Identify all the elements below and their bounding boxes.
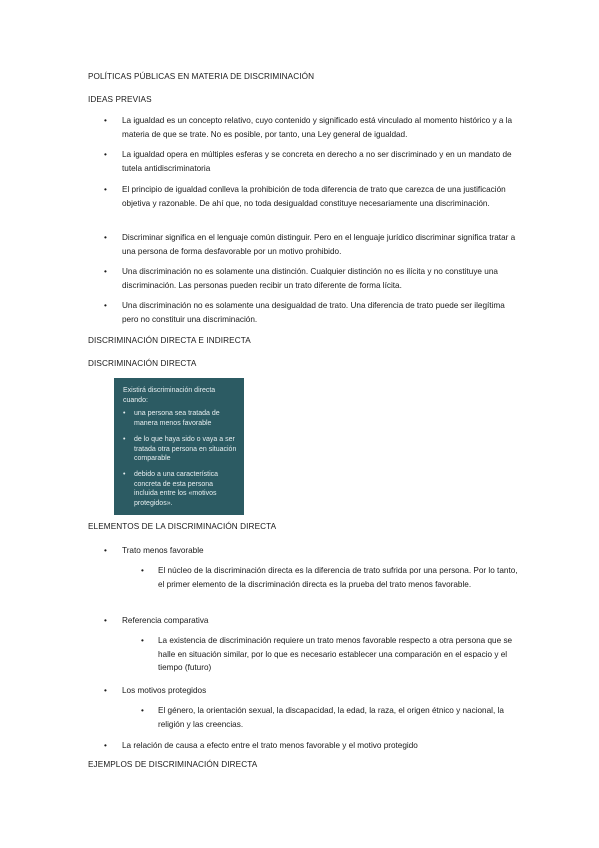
definition-intro: Existirá discriminación directa cuando: [123,387,216,404]
elements-heading: ELEMENTOS DE LA DISCRIMINACIÓN DIRECTA [88,522,277,531]
idea-text: Discriminar significa en el lenguaje común distinguir. Pero en el lenguaje jurídico discriminar significa tratar a una persona de forma desfavorable por un motivo prohibido. [122,233,516,256]
bullet-icon: • [123,436,126,443]
idea-text: La igualdad opera en múltiples esferas y se concreta en derecho a no ser discriminado y en un mandato de tutela antidiscriminatoria [122,150,512,173]
bullet-icon: • [104,116,107,125]
examples-heading: EJEMPLOS DE DISCRIMINACIÓN DIRECTA [88,760,258,769]
bullet-icon: • [141,636,144,645]
definition-item-text: debido a una característica concreta de esta persona incluida entre los «motivos protegidos». [134,471,219,507]
bullet-icon: • [104,741,107,750]
element-detail: El núcleo de la discriminación directa es la diferencia de trato sufrida por una persona. Por lo tanto, el primer elemento de la discriminación directa es la prueba del trato menos favorable. [158,566,518,589]
bullet-icon: • [104,150,107,159]
bullet-icon: • [104,267,107,276]
bullet-icon: • [104,185,107,194]
bullet-icon: • [104,546,107,555]
ideas-heading: IDEAS PREVIAS [88,95,152,104]
bullet-icon: • [123,410,126,417]
element-detail: La existencia de discriminación requiere un trato menos favorable respecto a otra persona que se halle en situación similar, por lo que es necesario establecer una comparación en el espacio y el tiempo (futuro) [158,636,513,673]
section-heading-direct-indirect: DISCRIMINACIÓN DIRECTA E INDIRECTA [88,336,251,345]
document-title: POLÍTICAS PÚBLICAS EN MATERIA DE DISCRIMINACIÓN [88,72,315,81]
bullet-icon: • [141,706,144,715]
element-detail: El género, la orientación sexual, la discapacidad, la edad, la raza, el origen étnico y nacional, la religión y las creencias. [158,706,504,729]
idea-text: El principio de igualdad conlleva la prohibición de toda diferencia de trato que carezca de una justificación objetiva y razonable. De ahí que, no toda desigualdad constituye necesariamente una discriminación. [122,185,506,208]
section-heading-direct: DISCRIMINACIÓN DIRECTA [88,359,197,368]
definition-item-text: una persona sea tratada de manera menos favorable [134,410,220,427]
element-label: Trato menos favorable [122,546,204,555]
definition-box [114,378,244,515]
element-label: La relación de causa a efecto entre el trato menos favorable y el motivo protegido [122,741,418,750]
bullet-icon: • [123,471,126,478]
bullet-icon: • [104,233,107,242]
idea-text: La igualdad es un concepto relativo, cuyo contenido y significado está vinculado al momento histórico y a la materia de que se trate. No es posible, por tanto, una Ley general de igualdad. [122,116,513,139]
bullet-icon: • [141,566,144,575]
bullet-icon: • [104,616,107,625]
bullet-icon: • [104,686,107,695]
idea-text: Una discriminación no es solamente una desigualdad de trato. Una diferencia de trato puede ser ilegítima pero no constituir una discriminación. [122,301,505,324]
element-label: Los motivos protegidos [122,686,207,695]
element-label: Referencia comparativa [122,616,209,625]
definition-item-text: de lo que haya sido o vaya a ser tratada otra persona en situación comparable [134,436,237,462]
bullet-icon: • [104,301,107,310]
idea-text: Una discriminación no es solamente una distinción. Cualquier distinción no es ilícita y no constituye una discriminación. Las personas pueden recibir un trato diferente de forma lícita. [122,267,498,290]
